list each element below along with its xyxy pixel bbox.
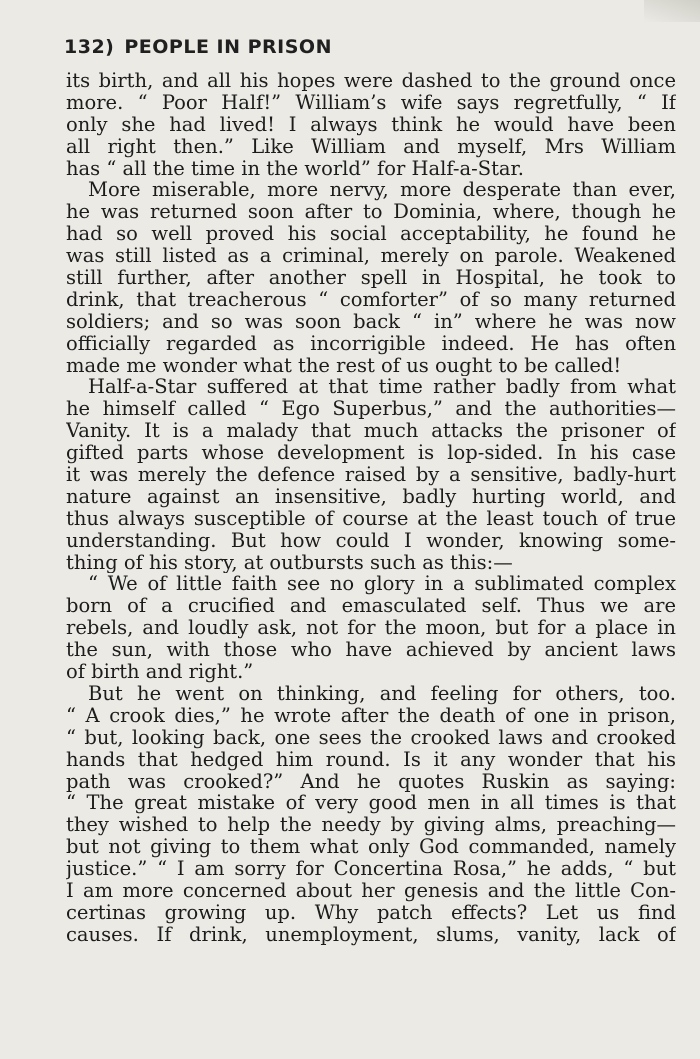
text-line: has “ all the time in the world” for Half-a-Star. xyxy=(66,157,524,180)
text-line: more. “ Poor Half!” William’s wife says regretfully, “ If xyxy=(66,91,676,114)
text-line: its birth, and all his hopes were dashed to the ground once xyxy=(66,70,676,92)
running-header xyxy=(64,36,332,58)
page-number: 132) xyxy=(64,36,115,58)
text-line: hands that hedged him round. Is it any wonder that his xyxy=(66,748,676,771)
text-line: But he went on thinking, and feeling for others, too. xyxy=(88,682,676,705)
text-line: but not giving to them what only God commanded, namely xyxy=(66,836,676,859)
text-line: still further, after another spell in Hospital, he took to xyxy=(66,267,676,289)
text-line: “ The great mistake of very good men in all times is that xyxy=(66,792,676,815)
text-line: understanding. But how could I wonder, knowing some- xyxy=(66,529,676,552)
text-line: More miserable, more nervy, more desperate than ever, xyxy=(88,179,676,202)
text-line: made me wonder what the rest of us ought to be called! xyxy=(66,354,622,377)
text-line: Vanity. It is a malady that much attacks the prisoner of xyxy=(66,420,676,443)
text-line: born of a crucified and emasculated self. Thus we are xyxy=(66,595,676,618)
text-line: “ We of little faith see no glory in a sublimated complex xyxy=(88,573,676,596)
running-title: PEOPLE IN PRISON xyxy=(124,36,332,58)
text-line: gifted parts whose development is lop-sided. In his case xyxy=(66,442,676,465)
text-line: “ A crook dies,” he wrote after the death of one in prison, xyxy=(66,704,676,727)
text-line: soldiers; and so was soon back “ in” where he was now xyxy=(66,310,676,333)
text-line: “ but, looking back, one sees the crooked laws and crooked xyxy=(66,726,676,749)
text-line: thing of his story, at outbursts such as this:— xyxy=(66,551,513,574)
text-line: of birth and right.” xyxy=(66,661,254,683)
text-line: rebels, and loudly ask, not for the moon, but for a place in xyxy=(66,617,676,640)
text-line: causes. If drink, unemployment, slums, vanity, lack of xyxy=(66,923,676,946)
text-line: he was returned soon after to Dominia, where, though he xyxy=(66,201,676,224)
text-line: it was merely the defence raised by a sensitive, badly-hurt xyxy=(66,464,676,486)
text-line: certinas growing up. Why patch effects? Let us find xyxy=(66,901,676,924)
text-line: justice.” “ I am sorry for Concertina Rosa,” he adds, “ but xyxy=(66,858,676,880)
text-line: officially regarded as incorrigible indeed. He has often xyxy=(66,332,676,355)
text-line: had so well proved his social acceptability, he found he xyxy=(66,223,676,246)
text-line: he himself called “ Ego Superbus,” and the authorities— xyxy=(66,398,676,421)
text-line: nature against an insensitive, badly hurting world, and xyxy=(66,485,676,508)
text-line: only she had lived! I always think he would have been xyxy=(66,113,676,136)
text-line: was still listed as a criminal, merely on parole. Weakened xyxy=(66,245,676,268)
text-line: Half-a-Star suffered at that time rather badly from what xyxy=(88,376,676,399)
text-line: they wished to help the needy by giving alms, preaching— xyxy=(66,814,676,837)
text-line: I am more concerned about her genesis and the little Con- xyxy=(66,879,676,902)
text-line: the sun, with those who have achieved by ancient laws xyxy=(66,639,676,662)
text-line: drink, that treacherous “ comforter” of so many returned xyxy=(66,288,676,311)
page-corner-shadow xyxy=(644,0,700,22)
text-line: path was crooked?” And he quotes Ruskin as saying: xyxy=(66,770,676,793)
body-text xyxy=(66,70,676,946)
text-line: all right then.” Like William and myself, Mrs William xyxy=(66,135,676,158)
text-line: thus always susceptible of course at the least touch of true xyxy=(66,507,676,530)
